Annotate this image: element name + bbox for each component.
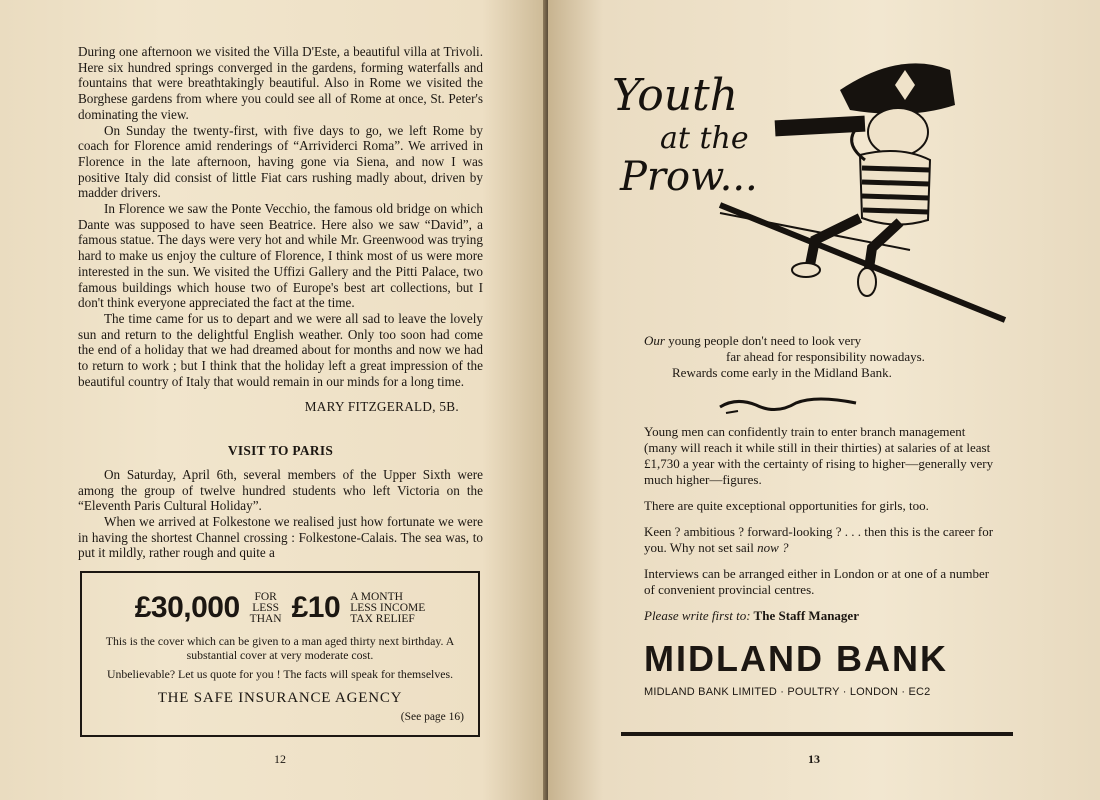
for-text: FOR <box>254 590 277 603</box>
page-number-right: 13 <box>808 752 820 766</box>
a-month-text: A MONTH <box>350 590 403 603</box>
staff-manager: The Staff Manager <box>750 608 859 623</box>
wave-flourish-icon <box>716 393 860 417</box>
intro-line-3: Rewards come early in the Midland Bank. <box>672 365 892 380</box>
month-tax-relief <box>350 592 425 625</box>
for-less-than <box>250 592 282 625</box>
boy-head <box>868 108 928 156</box>
cover-amount: £30,000 <box>134 591 240 624</box>
article-paragraph: In Florence we saw the Ponte Vecchio, the famous old bridge on which Dante was supposed to have seen Beatrice. Here also we saw “David”, a famous statue. The days were very hot and while Mr. Greenwood was trying hard to make us enjoy the culture of Florence, I think most of us were more interested in the sun. We visited the Uffizi Gallery and the Pitti Palace, two famous buildings which house two of Europe's best art collections, but I don't think everyone appreciated the fact at the time. <box>78 201 483 311</box>
article-body <box>78 44 483 561</box>
agency-name: THE SAFE INSURANCE AGENCY <box>157 689 403 706</box>
than-text: THAN <box>249 612 282 625</box>
headline-youth: Youth <box>612 70 739 121</box>
intro-line-2: far ahead for responsibility nowadays. <box>726 349 925 364</box>
less-income-text: LESS INCOME <box>350 601 426 614</box>
career-now: now ? <box>757 540 789 555</box>
write-first-label: Please write first to: <box>644 608 751 623</box>
intro-line-1 <box>644 333 994 349</box>
boy-leg-right <box>868 222 900 275</box>
intro-lead: Our <box>644 333 665 348</box>
shoe-left <box>792 263 820 277</box>
article-paragraph: During one afternoon we visited the Villa D'Este, a beautiful villa at Trivoli. Here six hundred springs converged in the gardens, forming waterfalls and fountains that were breathtakingly beautiful. Also in Rome we visited the Borghese gardens from where you could see all of Rome at once, St. Peter's dominating the view. <box>78 44 483 122</box>
ad-body <box>644 424 994 624</box>
see-page-reference: (See page 16) <box>400 710 464 723</box>
insurance-quote-offer: Unbelievable? Let us quote for you ! The facts will speak for themselves. <box>106 667 454 681</box>
divider-rule <box>621 732 1013 736</box>
insurance-description: This is the cover which can be given to a man aged thirty next birthday. A substantial cover at very moderate cost. <box>105 634 455 662</box>
sailor-boy-illustration <box>610 50 1030 340</box>
article-paragraph: On Sunday the twenty-first, with five days to go, we left Rome by coach for Florence amid renderings of “Arrividerci Roma”. We arrived in Florence in the late afternoon, having gone via Siena, and now I was positive Italy did consist of little Fiat cars rushing madly about, driven by madder drivers. <box>78 122 483 201</box>
bank-address: MIDLAND BANK LIMITED · POULTRY · LONDON · EC2 <box>644 686 931 698</box>
monthly-cost: £10 <box>291 591 341 624</box>
ad-paragraph-interviews: Interviews can be arranged either in London or at one of a number of convenient provincial centres. <box>644 566 990 597</box>
section-heading: VISIT TO PARIS <box>227 443 334 459</box>
ad-paragraph-career <box>644 524 994 556</box>
insurance-headline <box>96 591 464 625</box>
headline-at-the: at the <box>660 121 749 156</box>
ad-paragraph-girls: There are quite exceptional opportunities for girls, too. <box>644 498 929 513</box>
tax-relief-text: TAX RELIEF <box>350 612 415 625</box>
headline-prow: Prow... <box>620 154 758 200</box>
ad-contact <box>644 608 994 624</box>
paris-paragraph: When we arrived at Folkestone we realised just how fortunate we were in having the shortest Channel crossing : Folkestone-Calais. The sea was, to put it mildly, rather rough and quite a <box>78 513 483 561</box>
paris-paragraph: On Saturday, April 6th, several members of the Upper Sixth were among the group of twelve hundred students who left Victoria on the “Eleventh Paris Cultural Holiday”. <box>78 466 483 514</box>
left-page <box>0 0 548 800</box>
article-paragraph: The time came for us to depart and we were all sad to leave the lovely sun and return to the delightful English weather. Only too soon had come the end of a holiday that we had dreamed about for months and now we had to return to work ; but I think that the holiday left a great impression of the beautiful country of Italy that would remain in our minds for a long time. <box>78 310 483 389</box>
author-signature: MARY FITZGERALD, 5B. <box>304 399 459 415</box>
intro-rest: young people don't need to look very <box>664 333 862 348</box>
shoe-right <box>858 268 876 296</box>
less-text: LESS <box>252 601 280 614</box>
bank-name: MIDLAND BANK <box>644 638 948 679</box>
ad-paragraph-management: Young men can confidently train to enter branch management (many will reach it while still in their thirties) at salaries of at least £1,730 a year with the certainty of rising to higher—generally very much higher—figures. <box>644 424 994 487</box>
career-text: Keen ? ambitious ? forward-looking ? . . . then this is the career for you. Why not set sail <box>644 524 994 555</box>
insurance-advertisement <box>80 571 480 737</box>
page-number-left: 12 <box>274 752 286 766</box>
ad-intro <box>644 333 994 381</box>
